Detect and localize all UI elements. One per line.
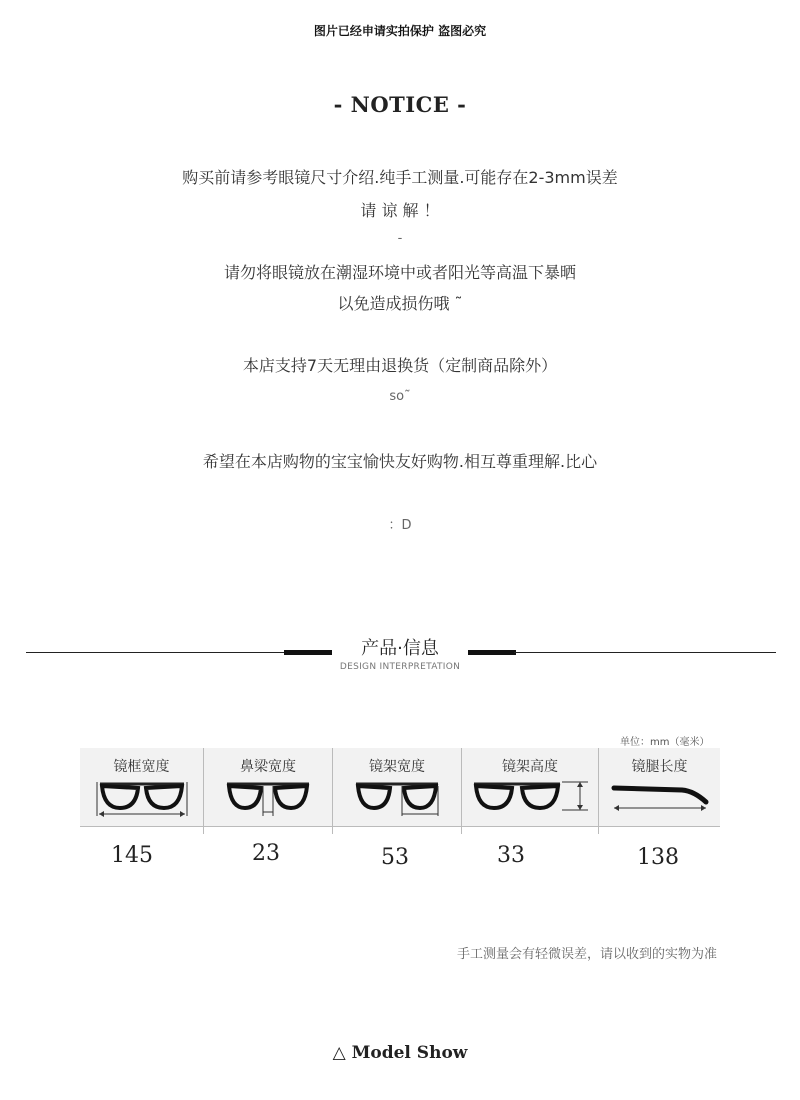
spec-label: 镜腿长度 xyxy=(631,759,688,775)
notice-line: 请勿将眼镜放在潮湿环境中或者阳光等高温下暴晒 xyxy=(223,263,576,282)
measurement-disclaimer: 手工测量会有轻微误差，请以收到的实物为准 xyxy=(457,947,718,962)
spec-value-temple-length: 138 xyxy=(637,845,679,870)
notice-line: 请 谅 解 ！ xyxy=(360,201,440,220)
frame-width-icon xyxy=(94,778,190,822)
notice-line: so˜ xyxy=(389,389,411,404)
notice-line: 本店支持7天无理由退换货（定制商品除外） xyxy=(242,356,558,375)
spec-label: 鼻梁宽度 xyxy=(240,759,296,775)
spec-cell-frame-width xyxy=(80,748,203,834)
notice-line: 购买前请参考眼镜尺寸介绍.纯手工测量.可能存在2-3mm误差 xyxy=(182,168,618,187)
spec-value-lens-height: 33 xyxy=(497,843,525,868)
product-info-header xyxy=(0,630,800,680)
model-show-heading: △ Model Show xyxy=(332,1043,468,1063)
lens-height-icon xyxy=(470,778,590,822)
notice-line: - xyxy=(397,231,403,246)
bridge-width-icon xyxy=(225,778,311,822)
spec-label: 镜框宽度 xyxy=(113,759,170,775)
notice-title: - NOTICE - xyxy=(333,92,467,117)
temple-length-icon xyxy=(610,778,710,822)
copyright-notice: 图片已经申请实拍保护 盗图必究 xyxy=(313,24,487,38)
notice-line: 以免造成损伤哦 ˜ xyxy=(337,294,463,313)
spec-label: 镜架高度 xyxy=(502,759,558,775)
spec-table xyxy=(80,748,720,834)
notice-line: ：D xyxy=(388,518,412,533)
lens-width-icon xyxy=(354,778,440,822)
spec-value-lens-width: 53 xyxy=(381,845,409,870)
spec-cell-bridge-width xyxy=(204,748,332,834)
product-info-title: 产品·信息 xyxy=(361,638,439,659)
notice-line: 希望在本店购物的宝宝愉快友好购物.相互尊重理解.比心 xyxy=(202,452,598,471)
spec-value-bridge-width: 23 xyxy=(252,841,280,866)
spec-value-frame-width: 145 xyxy=(111,843,153,868)
spec-label: 镜架宽度 xyxy=(369,759,425,775)
spec-cell-lens-width xyxy=(333,748,461,834)
spec-cell-temple-length xyxy=(599,748,720,834)
spec-cell-lens-height xyxy=(462,748,598,834)
product-info-subtitle: DESIGN INTERPRETATION xyxy=(339,662,461,672)
unit-note: 单位：mm（毫米） xyxy=(620,737,710,748)
